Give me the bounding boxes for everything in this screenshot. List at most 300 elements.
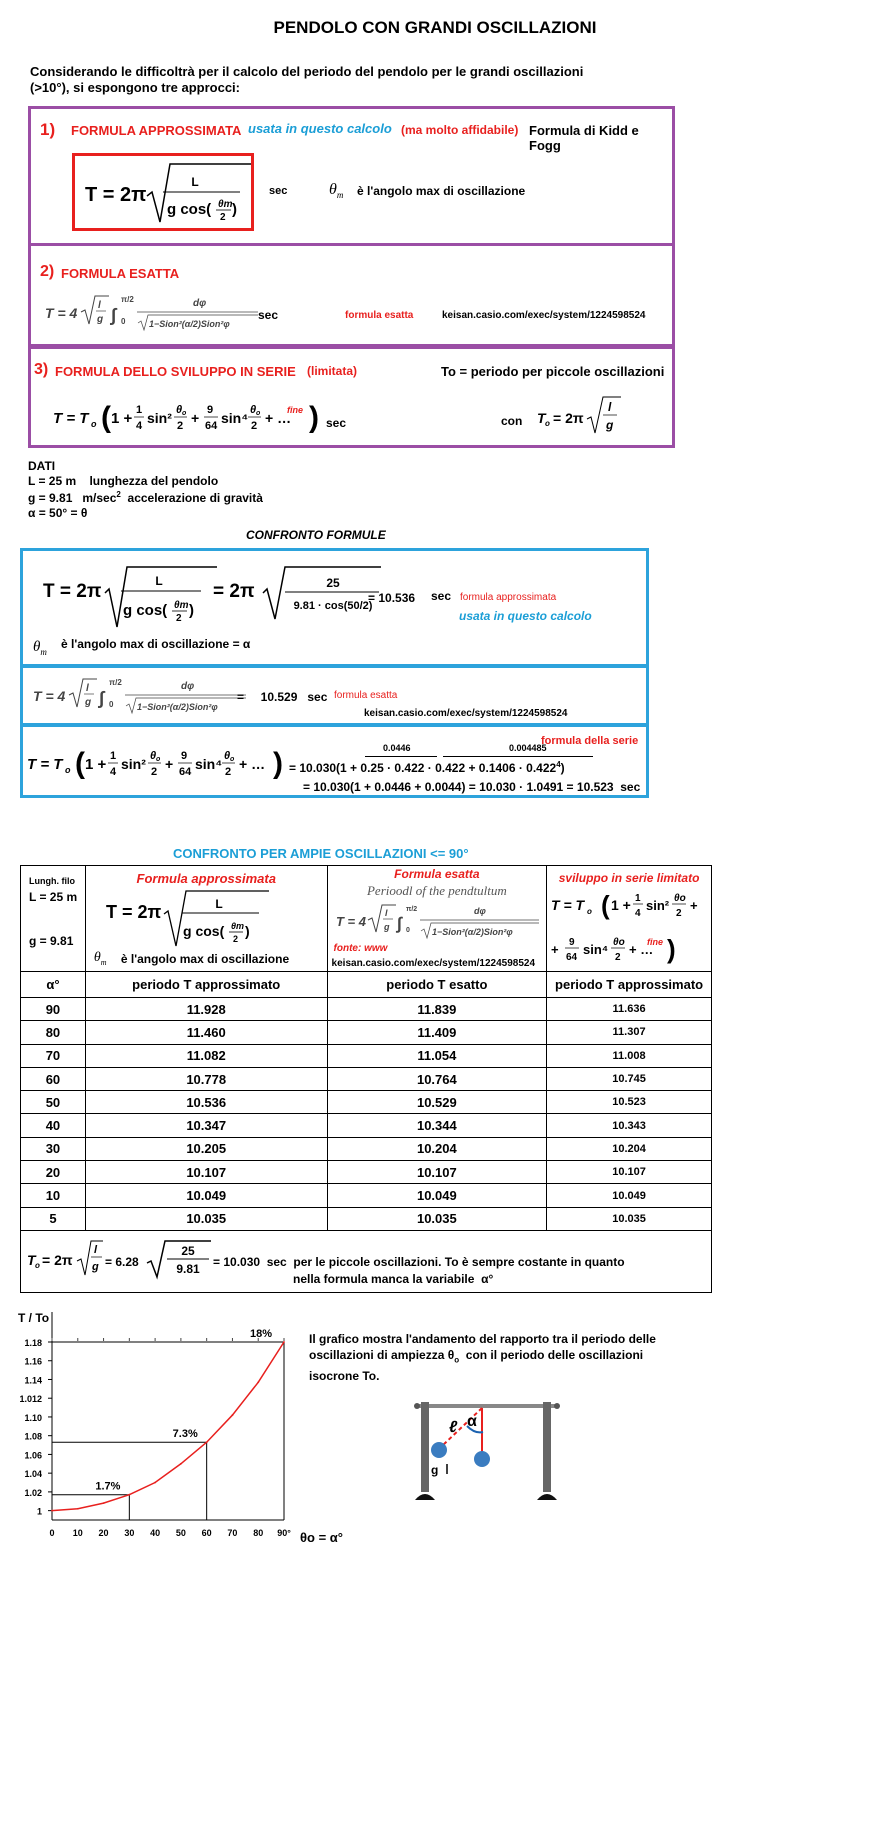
table-theta-m: $\theta_m$ [93,950,107,967]
comparison-sec1: sec [431,589,452,603]
svg-text:L: L [215,897,223,911]
svg-text:1−Sion²(α/2)Sion²φ: 1−Sion²(α/2)Sion²φ [149,319,230,329]
svg-text:+: + [191,410,200,426]
exact-formula [43,290,263,340]
svg-text:dφ: dφ [473,906,486,916]
svg-text:+ …: + … [265,410,292,426]
table-cell-alpha: 90 [21,998,86,1021]
svg-text:sin⁴: sin⁴ [221,410,249,426]
chart-data-point [206,1441,208,1443]
section3-number: 3) [34,361,49,378]
svg-text:dφ: dφ [181,681,195,692]
chart-data-point [128,1494,130,1496]
footer-628: = 6.28 [105,1254,139,1269]
chart-y-tick-label: 1.14 [24,1375,42,1386]
table-col1-theta: è l'angolo max di oscillazione [120,952,290,966]
dati-length: L = 25 m lunghezza del pendolo [28,474,219,488]
svg-text:): ) [273,747,283,780]
comparison-approximate [20,548,649,668]
comparison-label3: formula della serie [541,735,639,747]
dati-heading: DATI [28,459,56,473]
chart-x-tick-label: 60 [201,1528,212,1538]
svg-text:0: 0 [405,927,410,934]
table-cell-series: 10.745 [547,1067,712,1090]
table-approx-formula [104,886,284,950]
svg-text:π/2: π/2 [121,295,134,304]
table-cell-approx: 11.460 [85,1021,327,1044]
svg-text:T = T: T = T [53,410,89,427]
table-g-value: g = 9.81 [29,934,74,948]
svg-text:sin⁴: sin⁴ [195,756,223,772]
chart-y-tick-label: 1.10 [24,1412,42,1423]
section1-used-note: usata in questo calcolo [248,121,392,136]
chart-caption-line2: oscillazioni di ampiezza $\theta_o$ con il periodo delle oscillazioni [309,1348,644,1365]
series-formula [51,393,341,445]
table-cell-exact: 10.344 [327,1114,547,1137]
svg-text:l: l [94,1243,98,1256]
chart-x-tick-label: 0 [49,1528,55,1538]
table-head-alpha: α° [21,972,86,998]
chart-x-tick-label: 50 [175,1528,186,1538]
section2-link[interactable]: keisan.casio.com/exec/system/1224598524 [442,310,646,321]
intro-text-line2: (>10°), si espongono tre approcci: [30,80,240,95]
table-col3-title: sviluppo in serie limitato [558,871,700,885]
chart-annotation-label: 7.3% [172,1428,198,1441]
comparison-label2: formula esatta [334,690,398,701]
table-cell-alpha: 60 [21,1067,86,1090]
chart-data-point [154,1482,156,1484]
svg-text:g: g [606,418,614,432]
section-series-formula [28,346,675,448]
comparison-result2: = 10.529 sec [237,690,328,704]
svg-text:1−Sion²(α/2)Sion²φ: 1−Sion²(α/2)Sion²φ [137,702,218,712]
svg-text:T = T: T = T [27,756,63,773]
pendulum-l-label: ℓ [449,1419,458,1436]
svg-text:g: g [97,314,104,325]
table-cell-series: 11.307 [547,1021,712,1044]
svg-text:g: g [92,1260,99,1273]
pendulum-illustration [407,1396,567,1508]
svg-text:9: 9 [181,750,188,762]
table-cell-series: 11.636 [547,998,712,1021]
comparison-series-formula [25,739,293,791]
svg-text:θm: θm [230,921,244,931]
svg-text:+: + [165,756,174,772]
svg-text:2: 2 [151,766,158,778]
table-cell-exact: 10.049 [327,1184,547,1207]
chart-y-tick-label: 1.02 [24,1487,42,1498]
table-cell-exact: 11.054 [327,1044,547,1067]
svg-text:T = 2π: T = 2π [43,581,102,602]
footer-sqrt [145,1237,215,1283]
footer-den: 9.81 [176,1261,200,1276]
chart-y-tick-label: 1.08 [24,1431,42,1442]
table-head-approx: periodo T approssimato [85,972,327,998]
table-row [21,1044,712,1067]
footer-to-formula [25,1237,103,1283]
svg-text:θ: θ [250,404,257,416]
chart-caption-line2a: oscillazioni di ampiezza θ [309,1348,455,1362]
table-cell-series: 10.035 [547,1207,712,1230]
svg-text:θo: θo [613,937,625,948]
svg-text:L: L [155,574,163,588]
svg-text:π/2: π/2 [109,678,122,687]
svg-text:1 +: 1 + [111,410,133,427]
table-col2-fonte: fonte: www [333,943,388,954]
svg-text:+ …: + … [239,756,266,772]
section3-limited: (limitata) [307,364,358,378]
svg-text:1: 1 [635,893,641,904]
svg-text:o: o [256,410,261,417]
table-heading: CONFRONTO PER AMPIE OSCILLAZIONI <= 90° [173,846,469,861]
table-head-series: periodo T approssimato [547,972,712,998]
svg-text:dφ: dφ [193,298,207,309]
table-cell-series: 11.008 [547,1044,712,1067]
chart-caption-line1: Il grafico mostra l'andamento del rapporto tra il periodo delle [309,1332,656,1346]
table-header-exact-cell [327,866,547,972]
svg-text:2: 2 [615,952,621,963]
svg-text:g: g [383,922,390,932]
svg-text:= 2π: = 2π [553,410,584,426]
svg-text:64: 64 [566,952,578,963]
table-cell-exact: 10.035 [327,1207,547,1230]
table-row [21,1207,712,1230]
svg-text:): ) [244,923,250,939]
chart-y-tick-label: 1.18 [24,1338,42,1348]
table-cell-alpha: 10 [21,1184,86,1207]
chart-y-tick-label: 1 [36,1506,42,1517]
svg-text:9: 9 [207,404,214,416]
svg-text:T: T [537,410,546,426]
svg-text:θ: θ [150,750,157,762]
svg-text:∫: ∫ [111,305,116,325]
svg-text:T: T [27,1251,36,1268]
svg-text:+ …: + … [629,942,654,957]
chart-y-tick-label: 1.06 [24,1450,42,1461]
pendulum-g-label: g [431,1463,439,1477]
svg-text:2: 2 [232,934,238,944]
svg-text:sin²: sin² [121,756,146,772]
chart-series-line [52,1342,284,1511]
section3-sec: sec [326,416,347,430]
dati-gravity-value: g = 9.81 m/sec [28,491,117,505]
chart-xlabel: θo = α° [300,1530,343,1545]
svg-text:T = 4: T = 4 [335,914,366,929]
svg-text:θ: θ [176,404,183,416]
svg-text:2: 2 [220,212,226,223]
section-exact-formula [28,243,675,347]
table-cell-approx: 10.035 [85,1207,327,1230]
theta-m-symbol: $\theta_m$ [329,181,344,201]
svg-text:l: l [86,683,89,694]
chart-data-point [180,1463,182,1465]
table-cell-approx: 10.205 [85,1137,327,1160]
section2-note: formula esatta [345,310,414,321]
table-footer-cell [21,1230,712,1292]
chart-caption-line3: isocrone To. [309,1369,380,1384]
svg-text:o: o [545,419,550,428]
svg-text:): ) [189,602,194,619]
table-cell-exact: 10.107 [327,1161,547,1184]
svg-text:θm: θm [174,600,189,611]
table-col1-title: Formula approssimata [136,871,276,886]
svg-text:θ: θ [224,750,231,762]
svg-text:T = 4: T = 4 [33,688,66,704]
table-cell-approx: 10.347 [85,1114,327,1137]
dati-gravity: g = 9.81 $m/\sec^2$ accelerazione di gravità [28,490,263,505]
svg-text:2: 2 [177,420,184,432]
table-cell-exact: 10.764 [327,1067,547,1090]
page-title: PENDOLO CON GRANDI OSCILLAZIONI [273,18,597,37]
table-cell-series: 10.107 [547,1161,712,1184]
section2-sec: sec [258,308,279,322]
confronto-heading: CONFRONTO FORMULE [246,528,386,542]
comparison-link[interactable]: keisan.casio.com/exec/system/1224598524 [364,708,568,719]
section2-title: FORMULA ESATTA [61,266,180,281]
comparison-exact [20,664,649,726]
svg-text:∫: ∫ [99,688,104,708]
svg-text:1: 1 [110,750,117,762]
svg-text:= 2π: = 2π [42,1251,73,1268]
svg-text:(: ( [601,890,610,920]
svg-text:l: l [608,400,612,414]
table-cell-exact: 11.409 [327,1021,547,1044]
svg-text:o: o [587,907,593,916]
comparison-theta-eq: è l'angolo max di oscillazione = α [61,637,251,651]
table-head-exact: periodo T esatto [327,972,547,998]
chart-ylabel: T / To [18,1311,50,1325]
svg-text:g cos(: g cos( [182,923,225,939]
comparison-series [20,724,649,798]
chart-data-point [232,1414,234,1416]
svg-text:): ) [667,934,676,964]
svg-text:): ) [309,401,319,434]
svg-text:4: 4 [635,908,641,919]
chart-data-point [77,1508,79,1510]
table-header-data-cell [21,866,86,972]
chart-x-tick-label: 20 [98,1528,109,1538]
table-header-approx-cell [85,866,327,972]
svg-text:sin⁴: sin⁴ [583,942,609,957]
svg-text:2: 2 [676,908,682,919]
to-formula [535,393,625,439]
series-fine-label: fine [287,405,304,415]
svg-text:4: 4 [136,420,143,432]
comparison-over1: 0.0446 [383,743,411,753]
table-cell-series: 10.049 [547,1184,712,1207]
svg-text:o: o [230,756,235,763]
section1-title: FORMULA APPROSSIMATA [71,123,242,138]
svg-text:T = 2π: T = 2π [85,184,147,206]
table-cell-exact: 10.204 [327,1137,547,1160]
svg-text:T = 2π: T = 2π [105,902,162,922]
svg-text:o: o [35,1260,40,1270]
section1-sec: sec [269,185,288,197]
svg-text:+: + [690,898,698,913]
chart-x-tick-label: 40 [150,1528,161,1538]
table-cell-series: 10.523 [547,1091,712,1114]
section3-title: FORMULA DELLO SVILUPPO IN SERIE [55,364,296,379]
table-series-fine: fine [647,937,664,947]
table-cell-approx: 10.778 [85,1067,327,1090]
section2-number: 2) [40,263,55,280]
table-cell-alpha: 50 [21,1091,86,1114]
approx-formula-box [72,153,254,231]
chart-x-tick-label: 70 [227,1528,238,1538]
table-row [21,1091,712,1114]
dati-gravity-desc: accelerazione di gravità [127,491,263,505]
table-row [21,1021,712,1044]
comparison-num-25: 25 [326,576,340,590]
table-col2-link[interactable]: keisan.casio.com/exec/system/1224598524 [331,958,536,969]
svg-text:= 2π: = 2π [213,581,255,602]
section1-number: 1) [40,120,56,139]
table-cell-alpha: 40 [21,1114,86,1137]
svg-text:64: 64 [205,420,218,432]
chart-caption-line2b: con il periodo delle oscillazioni [465,1348,644,1362]
section1-theta-desc: è l'angolo max di oscillazione [357,184,526,198]
svg-text:T = 4: T = 4 [45,305,78,321]
svg-text:sin²: sin² [646,898,670,913]
table-l-value: L = 25 m [29,890,78,904]
svg-text:0: 0 [121,317,126,326]
table-row [21,1161,712,1184]
table-cell-approx: 11.082 [85,1044,327,1067]
table-cell-approx: 10.107 [85,1161,327,1184]
svg-text:2: 2 [225,766,232,778]
comparison-exact-formula [31,673,251,723]
table-header-columns [21,972,712,998]
svg-text:1−Sion²(α/2)Sion²φ: 1−Sion²(α/2)Sion²φ [431,927,513,937]
footer-num: 25 [181,1243,195,1258]
svg-text:2: 2 [176,613,182,624]
svg-text:(: ( [75,747,85,780]
table-cell-exact: 11.839 [327,998,547,1021]
pendulum-alpha-label: α [467,1413,477,1430]
section1-source: Formula di Kidd e Fogg [529,123,639,153]
chart-x-tick-label: 30 [124,1528,135,1538]
svg-text:1: 1 [136,404,143,416]
table-cell-exact: 10.529 [327,1091,547,1114]
dati-alpha: α = 50° = θ [28,506,88,520]
section-approximate-formula [28,106,675,246]
chart-data-point [283,1341,285,1343]
comparison-result1: = 10.536 [368,591,416,605]
table-cell-approx: 11.928 [85,998,327,1021]
svg-text:g cos(: g cos( [123,602,168,619]
approx-formula [75,156,253,230]
svg-text:l: l [98,300,101,311]
svg-text:o: o [156,756,161,763]
table-cell-alpha: 80 [21,1021,86,1044]
svg-text:g cos(: g cos( [167,201,212,218]
chart-caption [309,1331,689,1384]
chart-x-tick-label: 10 [72,1528,83,1538]
ratio-chart [0,1310,343,1568]
chart-y-tick-label: 1.16 [24,1356,42,1367]
chart-y-tick-label: 1.04 [24,1469,42,1480]
comparison-theta-m: $\theta_m$ [33,639,47,657]
table-cell-alpha: 30 [21,1137,86,1160]
table-row [21,1067,712,1090]
table-cell-alpha: 5 [21,1207,86,1230]
chart-x-tick-label: 80 [253,1528,264,1538]
svg-text:1 +: 1 + [85,756,107,773]
svg-text:T = T: T = T [551,897,585,913]
table-series-formula [549,888,709,970]
section1-reliable-note: (ma molto affidabile) [401,123,519,137]
comparison-over1-line [365,756,437,757]
comparison-used: usata in questo calcolo [459,609,592,623]
chart-y-tick-label: 1.012 [19,1394,42,1405]
svg-text:θm: θm [218,199,233,210]
comparison-table [20,865,712,1293]
svg-text:θo: θo [674,893,686,904]
table-exact-formula [334,900,544,948]
intro-text-line1: Considerando le difficoltrà per il calcolo del periodo del pendolo per le grandi oscillazioni [30,64,584,79]
table-header-series-cell [547,866,712,972]
chart-data-point [257,1381,259,1383]
svg-text:g: g [85,697,92,708]
comparison-series-text1: = 10.030(1 + 0.25 · 0.422 · 0.422 + 0.1406 · 0.422 [289,761,557,775]
svg-text:∫: ∫ [396,914,402,933]
comparison-label1: formula approssimata [460,592,557,603]
svg-text:1 +: 1 + [611,897,632,913]
table-row [21,1137,712,1160]
section3-con: con [501,414,523,428]
table-row [21,1184,712,1207]
chart-data-point [103,1502,105,1504]
footer-text2: nella formula manca la variabile α° [293,1271,494,1286]
svg-text:2: 2 [251,420,258,432]
footer-text1: = 10.030 sec per le piccole oscillazioni. To è sempre costante in quanto [213,1254,625,1269]
table-header-formulas [21,866,712,972]
svg-text:o: o [91,419,97,429]
svg-text:π/2: π/2 [405,906,417,913]
table-cell-alpha: 20 [21,1161,86,1184]
table-row [21,1114,712,1137]
comparison-over2: 0.004485 [509,743,547,753]
comparison-over2-line [443,756,593,757]
svg-text:64: 64 [179,766,192,778]
table-body [21,998,712,1231]
svg-text:l: l [384,908,388,918]
table-footer [21,1230,712,1292]
svg-text:L: L [191,175,199,189]
table-cell-series: 10.204 [547,1137,712,1160]
chart-annotation-label: 18% [250,1328,273,1340]
svg-text:sin²: sin² [147,410,172,426]
svg-text:): ) [232,201,237,218]
comparison-series-line1: = $10.030(1 + 0.25 \cdot 0.422 \cdot 0.422 + 0.1406 \cdot 0.422^4)$ [289,760,565,775]
svg-text:+: + [551,942,559,957]
table-cell-approx: 10.536 [85,1091,327,1114]
svg-text:o: o [65,765,71,775]
table-col2-title: Formula esatta [394,867,480,881]
svg-text:o: o [182,410,187,417]
table-cell-series: 10.343 [547,1114,712,1137]
chart-x-tick-label: 90° [277,1528,291,1538]
section3-to-label: To = periodo per piccole oscillazioni [441,364,665,379]
comparison-series-line2: = 10.030(1 + 0.0446 + 0.0044) = 10.030 · 1.0491 = 10.523 sec [303,780,641,794]
svg-text:0: 0 [109,700,114,709]
comparison-den-expr: 9.81 · cos(50/2) [293,600,373,612]
svg-text:(: ( [101,401,111,434]
table-lungh-label: Lungh. filo [29,876,75,886]
comparison-approx-formula [41,561,411,641]
chart-annotation-label: 1.7% [95,1480,121,1493]
table-cell-alpha: 70 [21,1044,86,1067]
